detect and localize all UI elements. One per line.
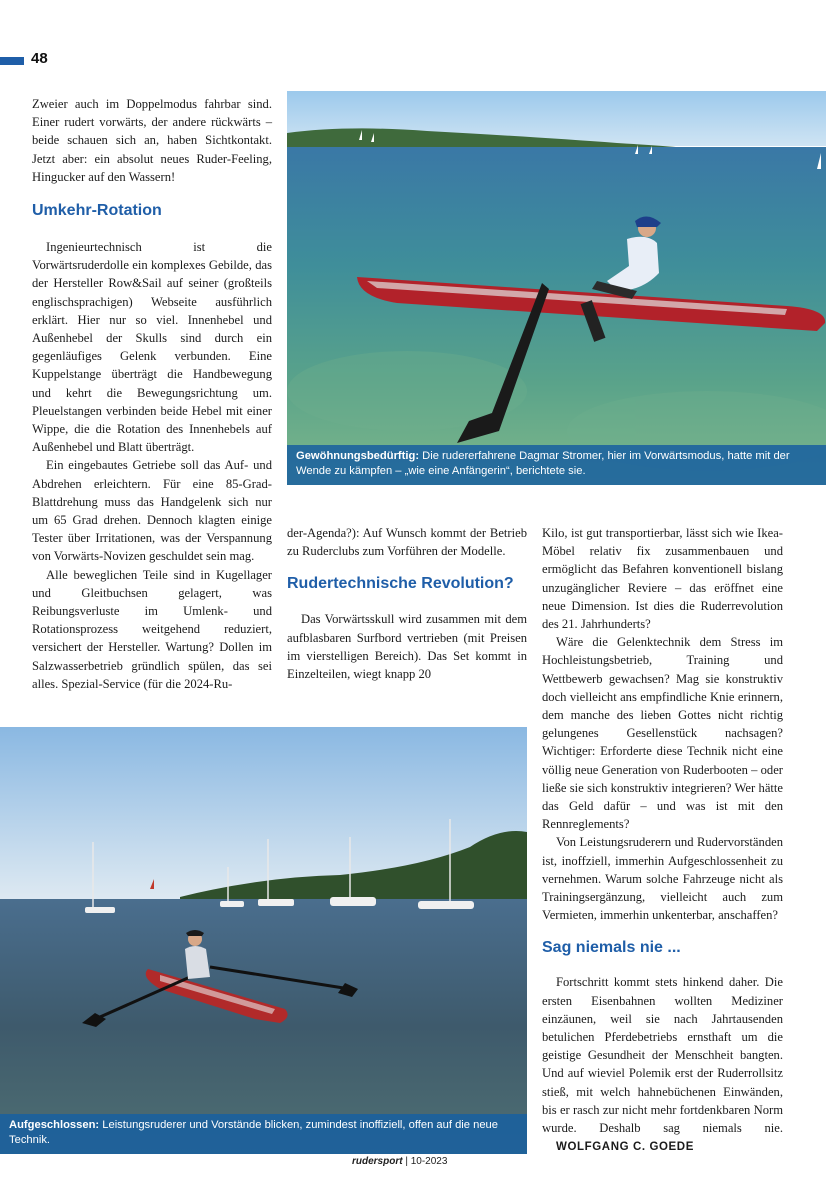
section-heading-umkehr-rotation: Umkehr-Rotation (32, 202, 162, 220)
paragraph (542, 973, 783, 1155)
text-column-3 (542, 524, 783, 1156)
lake-rowing-image (287, 91, 826, 485)
photo-lake-harbor-rower (0, 727, 527, 1154)
text-column-2 (287, 524, 527, 683)
harbor-rowing-image (0, 727, 527, 1154)
page-footer (352, 1156, 447, 1167)
paragraph: Von Leistungsruderern und Rudervorständen ist, inoffziell, immerhin Aufgeschlossenheit zu vernehmen. Warum solche Fahrzeuge nicht als Trainingsergänzung, vielleicht auch zum Vermieten, immerhin unkenterbar, anschaffen? (542, 835, 783, 923)
paragraph: Wäre die Gelenktechnik dem Stress im Hochleistungsbetrieb, Training und Wettbewerb gewachsen? Mag sie konstruktiv doch vielleicht ans empfindliche Knie erinnern, dem manche des lieben Gottes nicht richtig gelungenes Gesellenstück nachsagen? Wichtiger: Erforderte diese Technik nicht eine völlig neue Generation von Ruderbooten – oder ließe sie sich konstruktiv integrieren? Wer hätte das Geld dafür – und was ist mit den Rennreglements? (542, 635, 783, 832)
issue-number: | 10-2023 (402, 1156, 448, 1167)
section-heading-sag-niemals-nie: Sag niemals nie ... (542, 939, 681, 957)
paragraph: Kilo, ist gut transportierbar, lässt sich wie Ikea-Möbel relativ fix zusammenbauen und ermöglicht das Befahren konventionell bislang unzugänglicher Reviere – das eröffnet eine neue Dimension. Ist dies die Ruderrevolution des 21. Jahrhunderts? (542, 526, 783, 632)
paragraph: Ingenieurtechnisch ist die Vorwärtsruderdolle ein komplexes Gebilde, das der Hersteller Row&Sail auf seiner (großteils englischsprachigen) Webseite ausführlich erklärt. Hier nur so viel. Innenhebel und Außenhebel der Skulls sind durch ein gegenläufiges Gelenk verbunden. Eine Kuppelstange überträgt die Handbewegung und kehrt die Bewegungsrichtung um. Pleuelstangen verbinden beide Hebel mit einer Wippe, die die Rotation des Innenhebels auf Außenhebel und Blatt überträgt. (32, 240, 272, 455)
author-byline: WOLFGANG C. GOEDE (556, 1141, 694, 1154)
caption-lead: Aufgeschlossen: (9, 1119, 100, 1131)
photo-caption-bottom (0, 1114, 527, 1154)
paragraph: Alle beweglichen Teile sind in Kugellager und Gleitbuchsen gelagert, was Reibungsverluste im Umlenk- und Rotationsprozess weitgehend reduziert, versichert der Hersteller. Wartung? Dollen im Salzwasserbetrieb gründlich spülen, das sei alles. Spezial-Service (für die 2024-Ru- (32, 567, 272, 691)
caption-text: Die rudererfahrene Dagmar Stromer, hier im Vorwärtsmodus, hatte mit der Wende zu kämpfen – „wie eine Anfängerin“, berichtete sie. (296, 450, 790, 477)
paragraph: Ein eingebautes Getriebe soll das Auf- und Abdrehen erleichtern. Für eine 85-Grad-Blattdrehung muss das Handgelenk sich nur um 65 Grad drehen. Dennoch klagten einige Tester über Irritationen, was der Verspannung von Vorwärts-Novizen geschuldet sein mag. (32, 458, 272, 564)
paragraph-text: Fortschritt kommt stets hinkend daher. Die ersten Eisenbahnen wollten Mediziner einzäunen, weil sie nach Jahrtausenden betulichen Pferdebetriebs ernsthaft um die geistige Gesundheit der Menschheit bangten. Und auf wieviel Polemik erst der Ruderrollsitz stieß, mit welch hahnebüchenen Einwänden, bis er rasch zur nicht mehr fortdenkbaren Norm wurde. Deshalb sag niemals nie. (542, 975, 783, 1136)
page-number: 48 (31, 50, 48, 67)
page-number-bar (0, 57, 24, 65)
caption-text: Leistungsruderer und Vorstände blicken, zumindest inoffiziell, offen auf die neue Technik. (9, 1119, 499, 1146)
caption-lead: Gewöhnungsbedürftig: (296, 450, 420, 462)
magazine-brand: rudersport (352, 1156, 403, 1167)
section-heading-rudertechnische-revolution: Rudertechnische Revolution? (287, 575, 514, 593)
paragraph: Zweier auch im Doppelmodus fahrbar sind. Einer rudert vorwärts, der andere rückwärts – beide schauen sich an, haben Sichtkontakt. Jetzt aber: ein absolut neues Ruder-Feeling, Hingucker auf den Wassern! (32, 97, 272, 184)
photo-rower-on-surfboard (287, 91, 826, 485)
paragraph: Das Vorwärtsskull wird zusammen mit dem aufblasbaren Surfbord vertrieben (mit Preisen im vierstelligen Bereich). Das Set kommt in Einzelteilen, wiegt knapp 20 (287, 612, 527, 682)
text-column-1 (32, 95, 272, 693)
photo-caption-top (287, 445, 826, 485)
paragraph: der-Agenda?): Auf Wunsch kommt der Betrieb zu Ruderclubs zum Vorführen der Modelle. (287, 526, 527, 559)
